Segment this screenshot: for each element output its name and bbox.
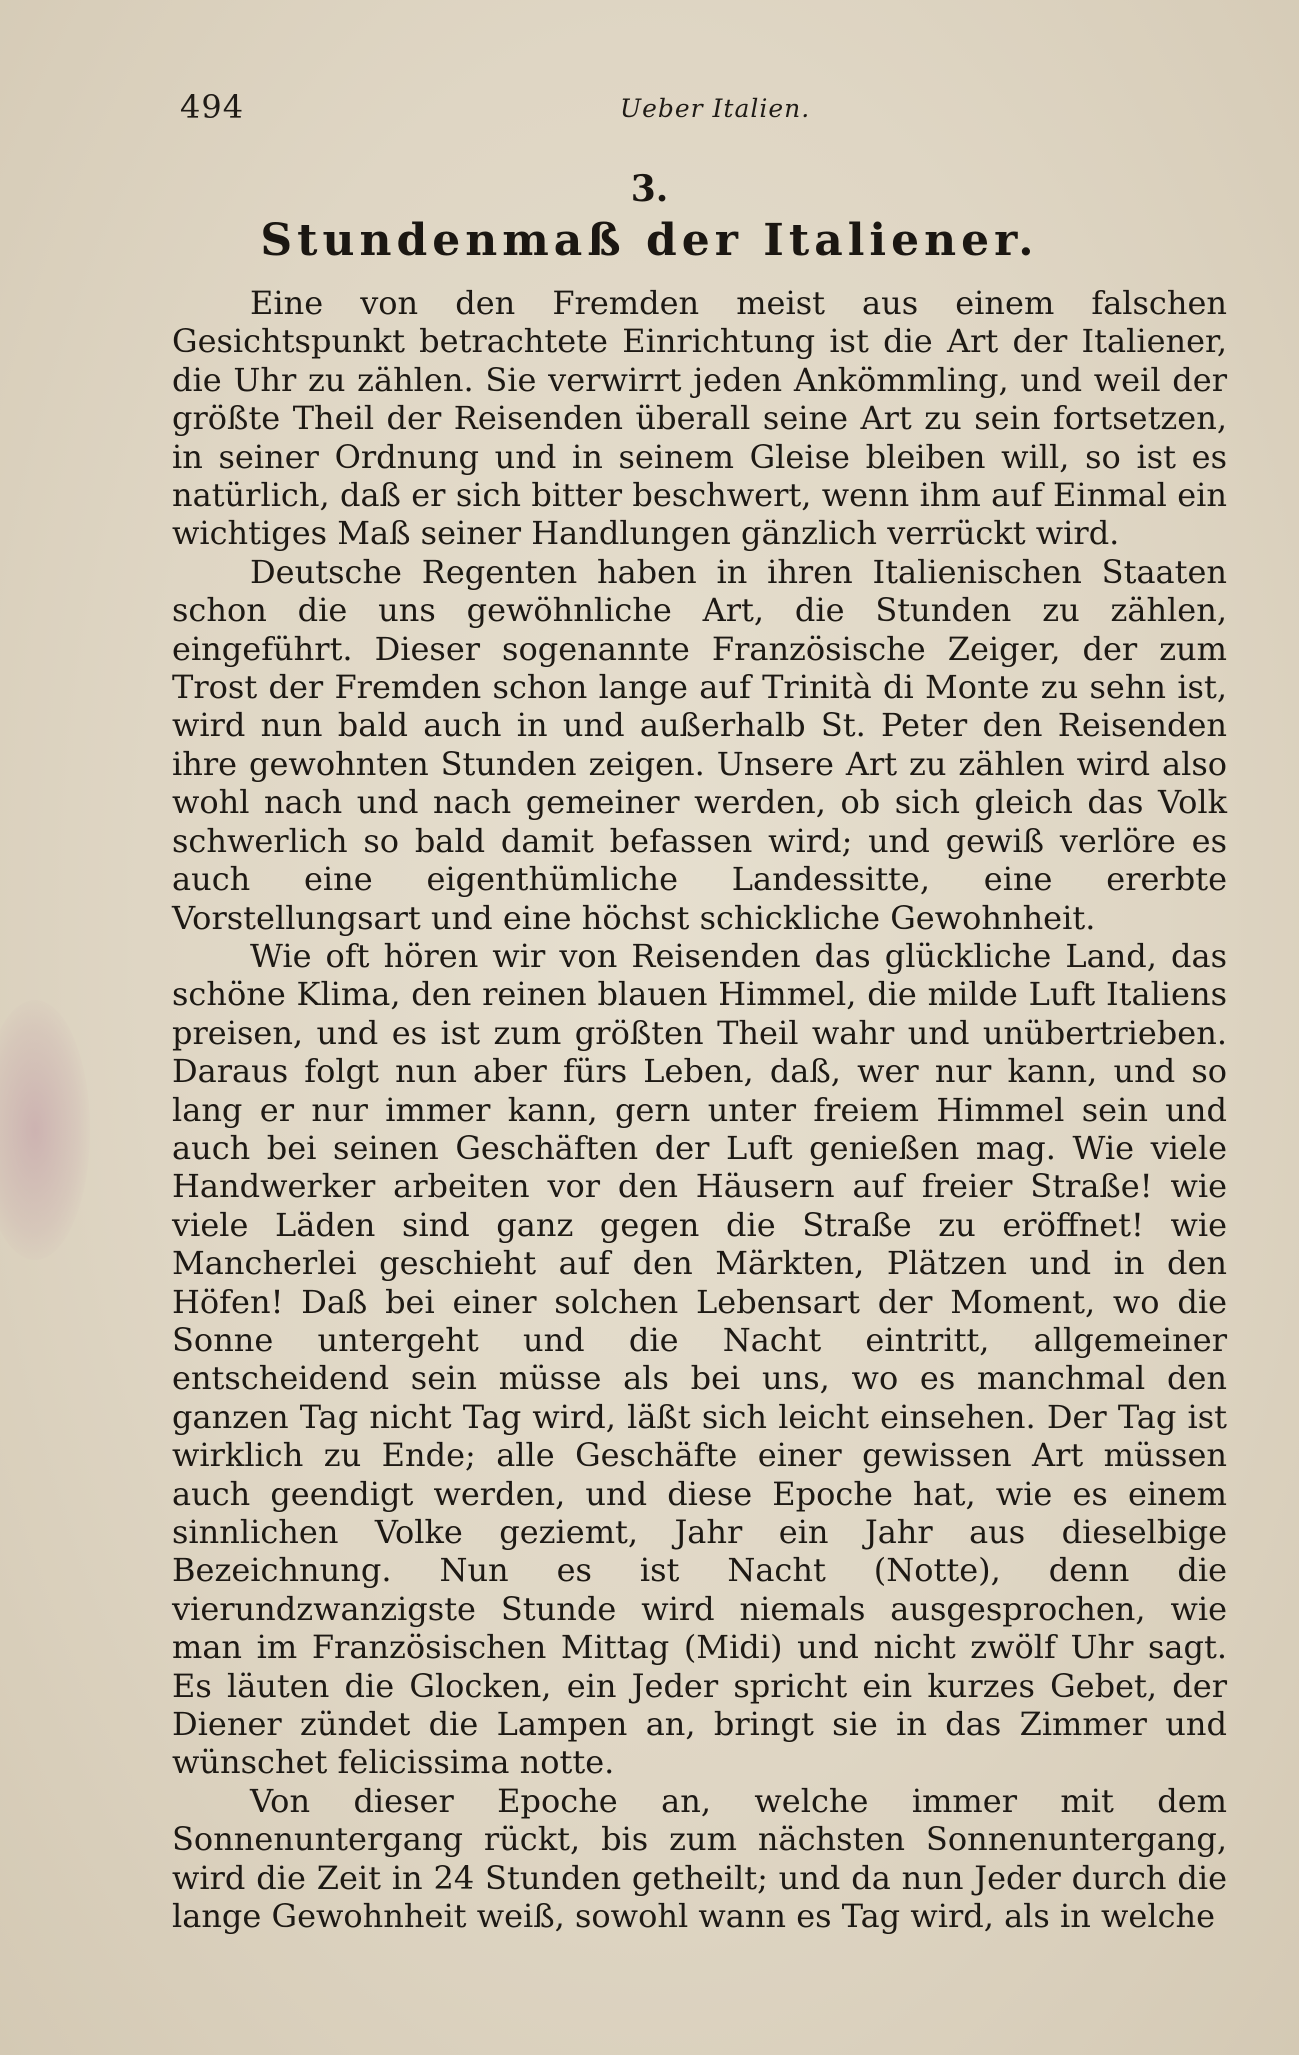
running-title: Ueber Italien. [620, 94, 811, 123]
paragraph-1: Eine von den Fremden meist aus einem falschen Gesichtspunkt betrachtete Einrichtung ist die Art der Italiener, die Uhr zu zählen. Sie verwirrt jeden Ankömmling, und weil der größte Theil der Reisenden überall seine Art zu sein fortsetzen, in seiner Ordnung und in seinem Gleise bleiben will, so ist es natürlich, daß er sich bitter beschwert, wenn ihm auf Einmal ein wichtiges Maß seiner Handlungen gänzlich verrückt wird. [172, 284, 1227, 553]
body-text [172, 284, 1227, 1935]
section-number: 3. [630, 168, 669, 210]
page-number: 494 [180, 88, 245, 126]
paragraph-3: Wie oft hören wir von Reisenden das glückliche Land, das schöne Klima, den reinen blauen Himmel, die milde Luft Italiens preisen, und es ist zum größten Theil wahr und unübertrieben. Daraus folgt nun aber fürs Leben, daß, wer nur kann, und so lang er nur immer kann, gern unter freiem Himmel sein und auch bei seinen Geschäften der Luft genießen mag. Wie viele Handwerker arbeiten vor den Häusern auf freier Straße! wie viele Läden sind ganz gegen die Straße zu eröffnet! wie Mancherlei geschieht auf den Märkten, Plätzen und in den Höfen! Daß bei einer solchen Lebensart der Moment, wo die Sonne untergeht und die Nacht eintritt, allgemeiner entscheidend sein müsse als bei uns, wo es manchmal den ganzen Tag nicht Tag wird, läßt sich leicht einsehen. Der Tag ist wirklich zu Ende; alle Geschäfte einer gewissen Art müssen auch geendigt werden, und diese Epoche hat, wie es einem sinnlichen Volke geziemt, Jahr ein Jahr aus dieselbige Bezeichnung. Nun es ist Nacht (Notte), denn die vierundzwanzigste Stunde wird niemals ausgesprochen, wie man im Französischen Mittag (Midi) und nicht zwölf Uhr sagt. Es läuten die Glocken, ein Jeder spricht ein kurzes Gebet, der Diener zündet die Lampen an, bringt sie in das Zimmer und wünschet felicissima notte. [172, 936, 1227, 1782]
running-header [180, 88, 1230, 138]
paragraph-4: Von dieser Epoche an, welche immer mit dem Sonnenuntergang rückt, bis zum nächsten Sonnenuntergang, wird die Zeit in 24 Stunden getheilt; und da nun Jeder durch die lange Gewohnheit weiß, sowohl wann es Tag wird, als in welche [172, 1781, 1227, 1936]
paper-stain [0, 1000, 90, 1260]
paragraph-2: Deutsche Regenten haben in ihren Italienischen Staaten schon die uns gewöhnliche Art, die Stunden zu zählen, eingeführt. Dieser sogenannte Französische Zeiger, der zum Trost der Fremden schon lange auf Trinità di Monte zu sehn ist, wird nun bald auch in und außerhalb St. Peter den Reisenden ihre gewohnten Stunden zeigen. Unsere Art zu zählen wird also wohl nach und nach gemeiner werden, ob sich gleich das Volk schwerlich so bald damit befassen wird; und gewiß verlöre es auch eine eigenthümliche Landessitte, eine ererbte Vorstellungsart und eine höchst schickliche Gewohnheit. [172, 552, 1227, 937]
section-title: Stundenmaß der Italiener. [260, 215, 1039, 266]
